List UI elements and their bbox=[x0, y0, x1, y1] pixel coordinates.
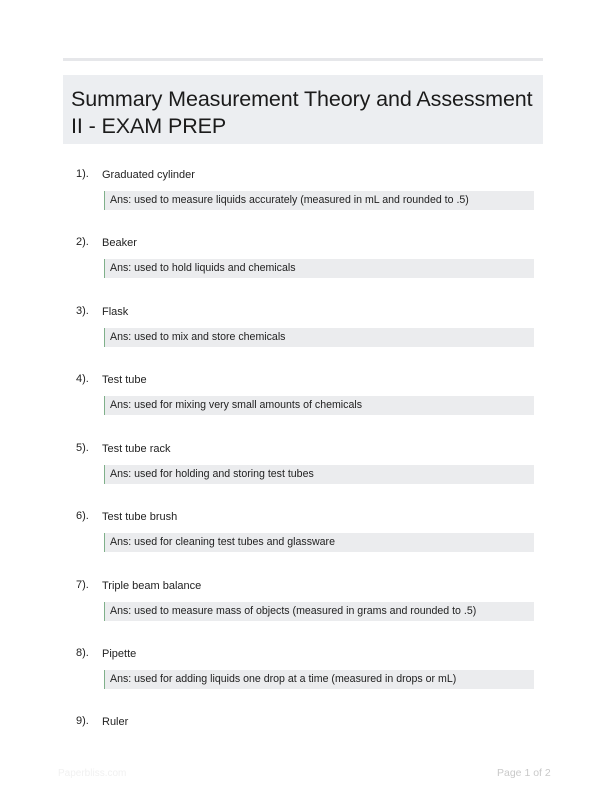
answer-box: Ans: used to measure liquids accurately (measured in mL and rounded to .5) bbox=[104, 191, 534, 210]
question-item bbox=[0, 509, 606, 569]
question-text: Test tube brush bbox=[102, 511, 178, 523]
page-number: Page 1 of 2 bbox=[497, 767, 551, 779]
answer-box: Ans: used for cleaning test tubes and glassware bbox=[104, 533, 534, 552]
question-number: 4). bbox=[76, 373, 89, 385]
question-number: 5). bbox=[76, 442, 89, 454]
answer-box: Ans: used for mixing very small amounts of chemicals bbox=[104, 396, 534, 415]
question-text: Triple beam balance bbox=[102, 580, 202, 592]
answer-box: Ans: used to measure mass of objects (measured in grams and rounded to .5) bbox=[104, 602, 534, 621]
document-title: Summary Measurement Theory and Assessment II - EXAM PREP bbox=[71, 87, 533, 138]
answer-box: Ans: used for adding liquids one drop at a time (measured in drops or mL) bbox=[104, 670, 534, 689]
question-item bbox=[0, 441, 606, 501]
question-item bbox=[0, 578, 606, 638]
question-text: Beaker bbox=[102, 237, 137, 249]
question-text: Graduated cylinder bbox=[102, 169, 195, 181]
question-number: 3). bbox=[76, 305, 89, 317]
question-item bbox=[0, 646, 606, 706]
question-item bbox=[0, 304, 606, 364]
question-number: 2). bbox=[76, 236, 89, 248]
question-number: 1). bbox=[76, 168, 89, 180]
footer-watermark: Paperbliss.com bbox=[58, 768, 127, 779]
question-item bbox=[0, 714, 606, 774]
answer-box: Ans: used to hold liquids and chemicals bbox=[104, 259, 534, 278]
question-text: Pipette bbox=[102, 648, 137, 660]
question-text: Test tube bbox=[102, 374, 147, 386]
title-banner bbox=[63, 75, 543, 144]
question-item bbox=[0, 167, 606, 227]
question-item bbox=[0, 372, 606, 432]
answer-box: Ans: used to mix and store chemicals bbox=[104, 328, 534, 347]
top-divider bbox=[63, 58, 543, 61]
answer-box: Ans: used for holding and storing test tubes bbox=[104, 465, 534, 484]
question-number: 7). bbox=[76, 579, 89, 591]
question-text: Flask bbox=[102, 306, 129, 318]
question-item bbox=[0, 235, 606, 295]
question-number: 8). bbox=[76, 647, 89, 659]
question-number: 6). bbox=[76, 510, 89, 522]
question-text: Test tube rack bbox=[102, 443, 171, 455]
question-text: Ruler bbox=[102, 716, 129, 728]
question-number: 9). bbox=[76, 715, 89, 727]
